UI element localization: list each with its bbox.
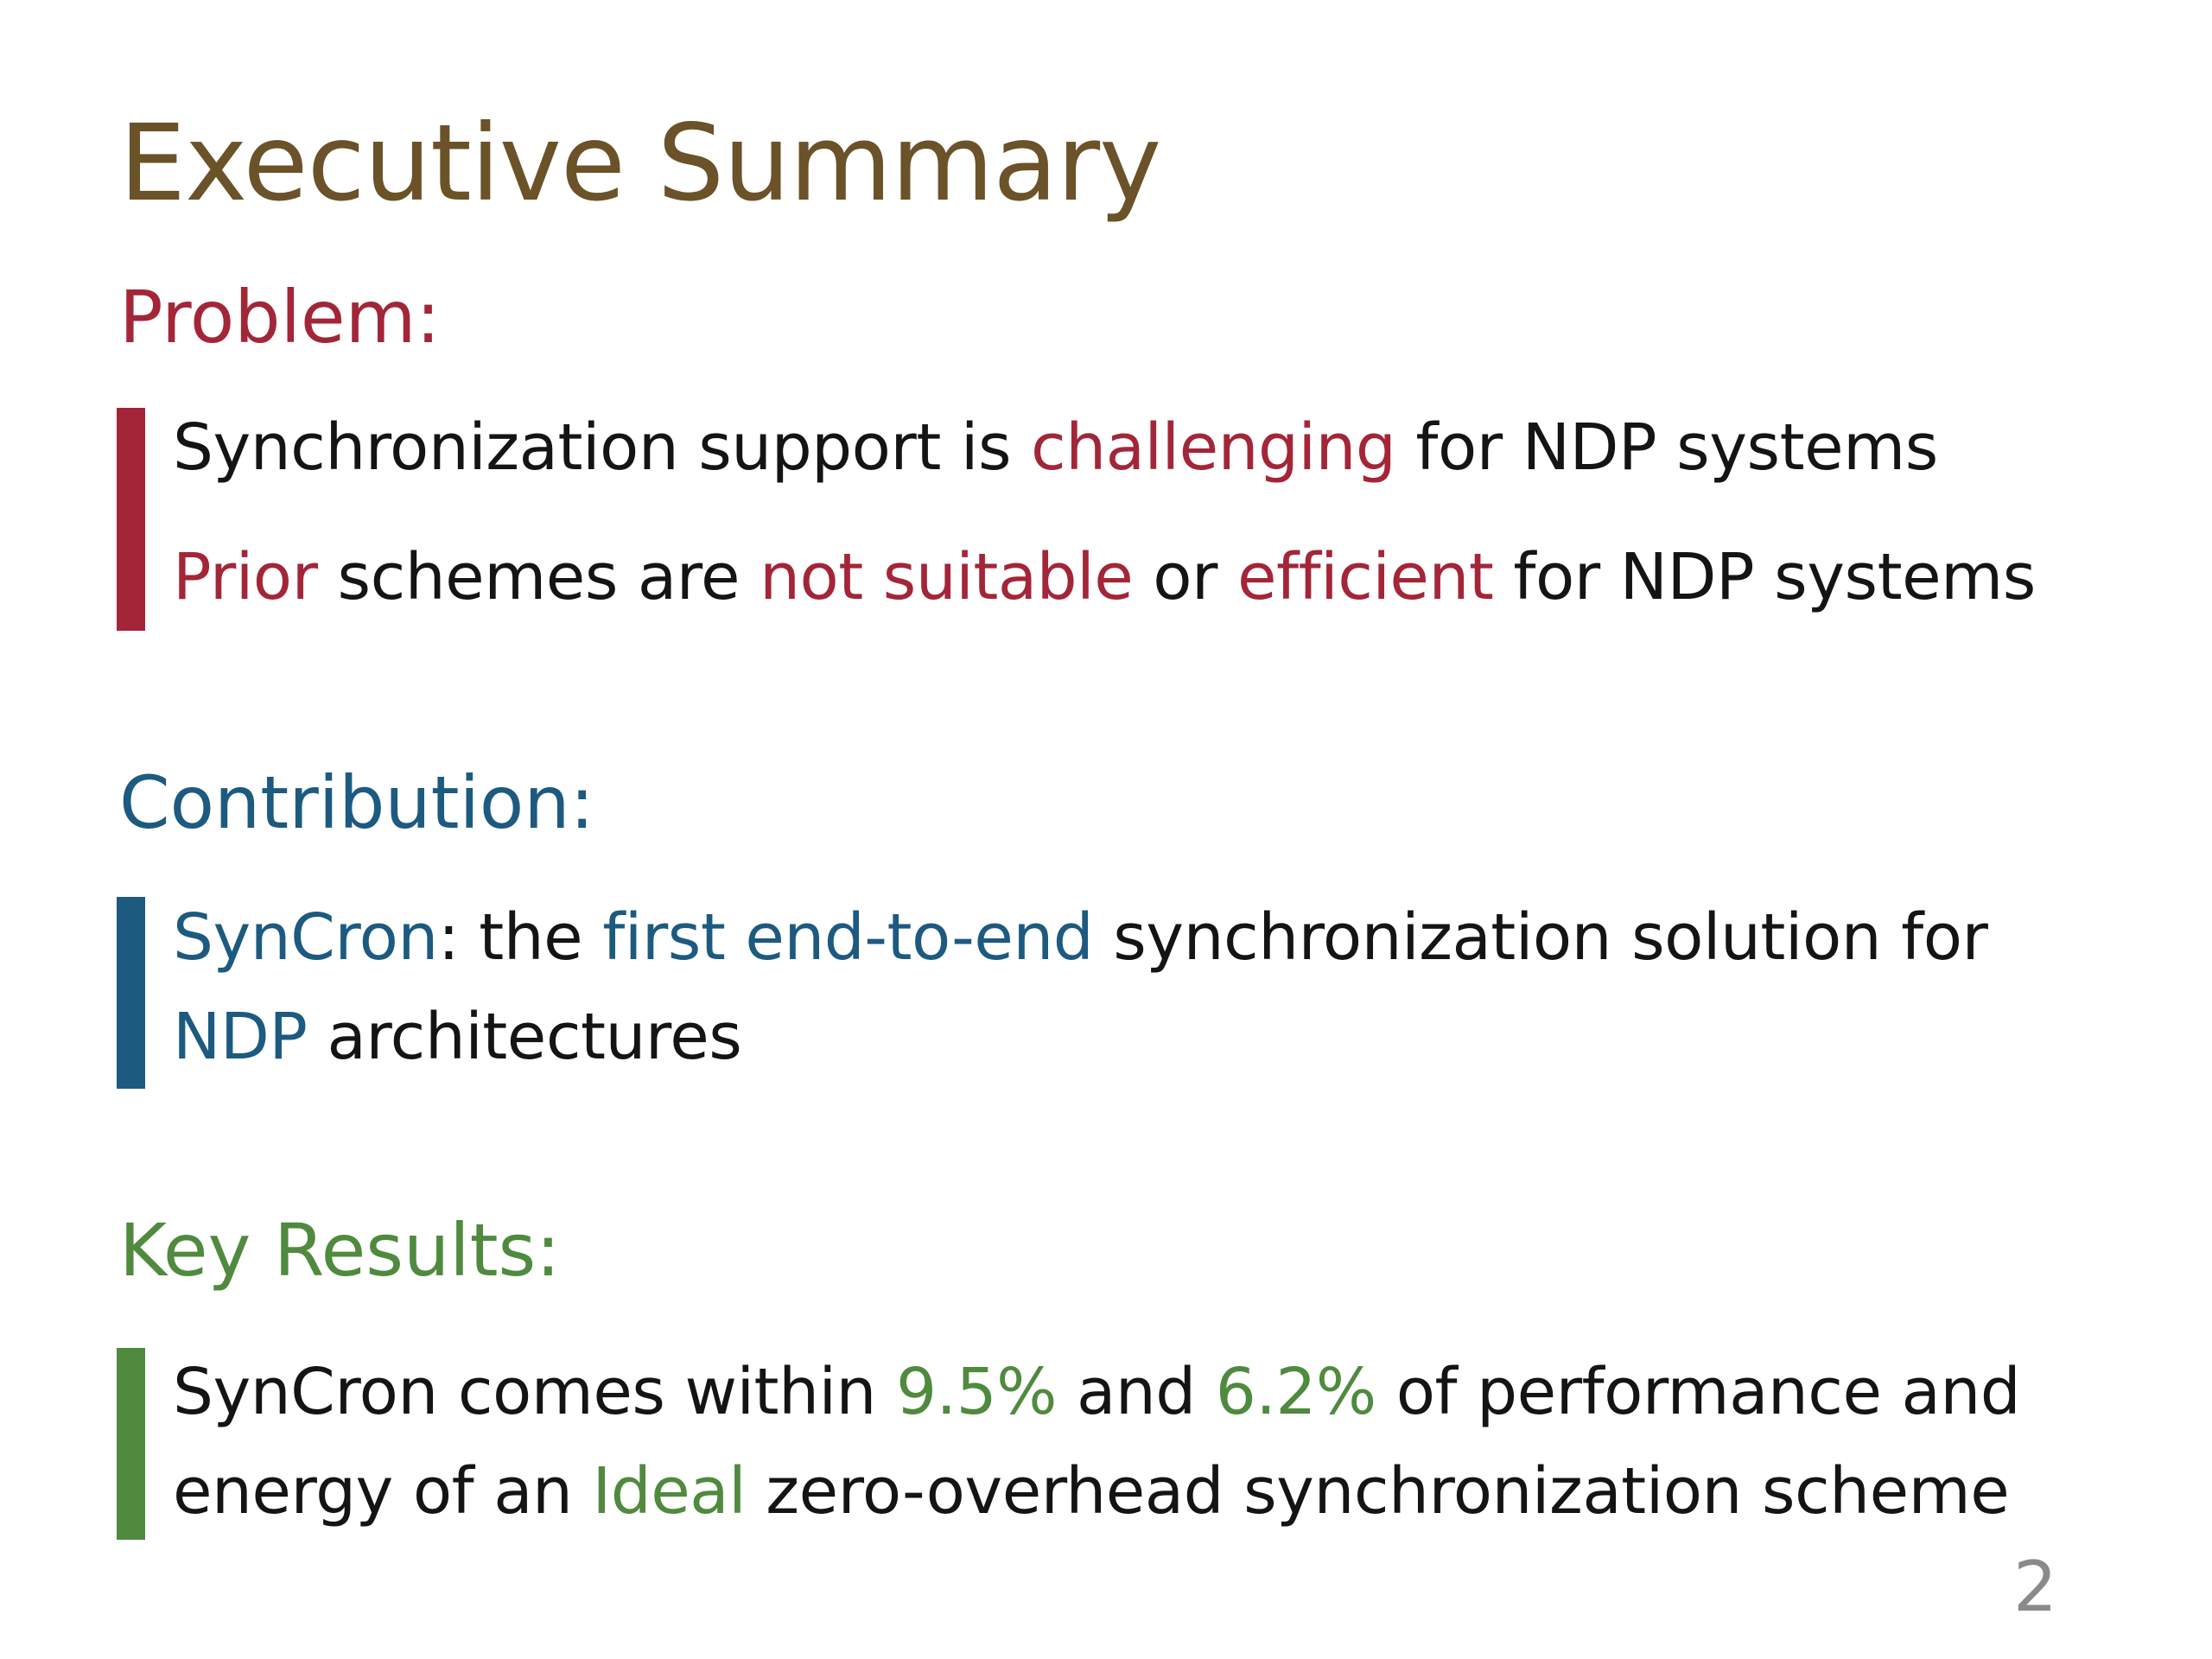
highlight-not-suitable: not suitable (760, 540, 1134, 614)
highlight-efficient: efficient (1237, 540, 1494, 614)
contribution-line-2 (173, 1000, 741, 1074)
text-span: or (1133, 540, 1237, 614)
text-span: zero-overhead synchronization scheme (746, 1454, 2010, 1529)
text-span: synchronization solution for (1093, 900, 1988, 975)
results-line-2 (173, 1454, 2009, 1529)
highlight-syncron: SynCron (173, 900, 438, 975)
highlight-9-5-percent: 9.5% (895, 1355, 1057, 1429)
text-span: Synchronization support is (173, 410, 1032, 485)
highlight-prior: Prior (173, 540, 318, 614)
contribution-heading: Contribution: (119, 760, 594, 845)
highlight-first-end-to-end: first end-to-end (602, 900, 1094, 975)
highlight-6-2-percent: 6.2% (1215, 1355, 1376, 1429)
problem-heading: Problem: (119, 275, 441, 359)
text-span: and (1056, 1355, 1216, 1429)
contribution-line-1 (173, 900, 1987, 975)
text-span: schemes are (317, 540, 760, 614)
problem-accent-bar (117, 408, 145, 631)
problem-line-2 (173, 540, 2036, 614)
highlight-challenging: challenging (1031, 410, 1396, 485)
results-accent-bar (117, 1348, 145, 1540)
results-line-1 (173, 1355, 2020, 1429)
page-number: 2 (2013, 1547, 2057, 1627)
text-span: energy of an (173, 1454, 593, 1529)
highlight-ideal: Ideal (592, 1454, 747, 1529)
text-span: : the (437, 900, 603, 975)
contribution-accent-bar (117, 897, 145, 1089)
results-heading: Key Results: (119, 1208, 561, 1293)
text-span: for NDP systems (1493, 540, 2036, 614)
text-span: SynCron comes within (173, 1355, 896, 1429)
highlight-ndp: NDP (173, 1000, 308, 1074)
text-span: architectures (307, 1000, 742, 1074)
text-span: for NDP systems (1395, 410, 1938, 485)
text-span: of performance and (1376, 1355, 2021, 1429)
slide-title: Executive Summary (119, 102, 1161, 225)
problem-line-1 (173, 410, 1938, 485)
